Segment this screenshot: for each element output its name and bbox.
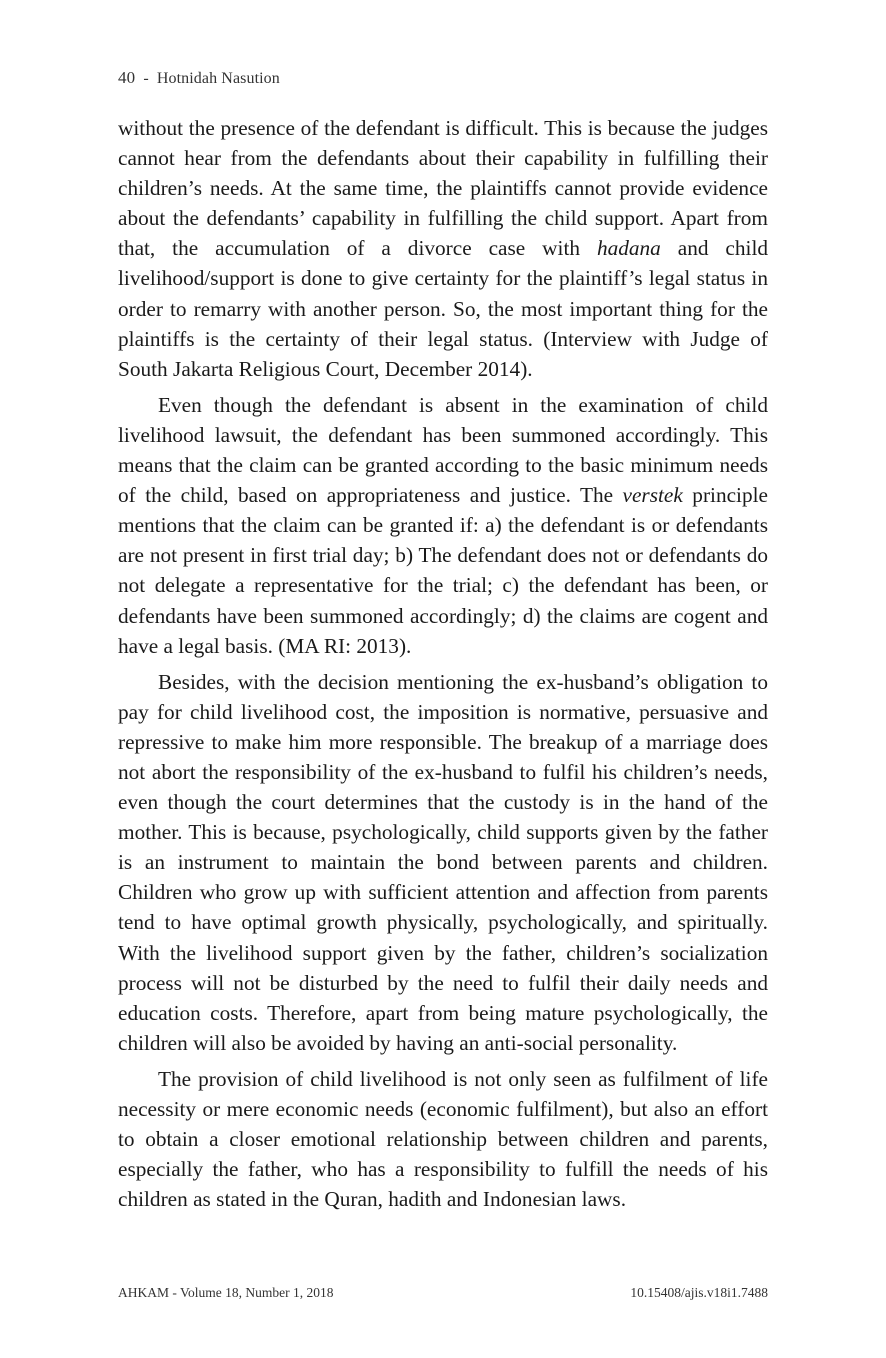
journal-citation: AHKAM - Volume 18, Number 1, 2018 bbox=[118, 1285, 334, 1300]
paragraph-segment: and child livelihood/support is done to give certainty for the plaintiff’s legal status in order to remarry with another person. So, the most important thing for the plaintiffs is the certainty of their legal status. (Interview with Judge of South Jakarta Religious Court, December 2014). bbox=[118, 236, 769, 381]
page-footer bbox=[118, 1285, 768, 1301]
doi: 10.15408/ajis.v18i1.7488 bbox=[630, 1285, 768, 1300]
paragraph-4 bbox=[118, 1064, 768, 1214]
body-text bbox=[118, 113, 768, 1214]
paragraph-segment: Besides, with the decision mentioning the ex-husband’s obligation to pay for child livelihood cost, the imposition is normative, persuasive and repressive to make him more responsible. The breakup of a marriage does not abort the responsibility of the ex-husband to fulfil his children’s needs, even though the court determines that the custody is in the hand of the mother. This is because, psychologically, child supports given by the father is an instrument to maintain the bond between parents and children. Children who grow up with sufficient attention and affection from parents tend to have optimal growth physically, psychologically, and spiritually. With the livelihood support given by the father, children’s socialization process will not be disturbed by the need to fulfil their daily needs and education costs. Therefore, apart from being mature psychologically, the children will also be avoided by having an anti-social personality. bbox=[118, 669, 768, 1055]
header-separator: - bbox=[143, 70, 149, 87]
paragraph-1 bbox=[118, 113, 768, 384]
paragraph-segment: The provision of child livelihood is not only seen as fulfilment of life necessity or mere economic needs (economic fulfilment), but also an effort to obtain a closer emotional relationship between children and parents, especially the father, who has a responsibility to fulfill the needs of his children as stated in the Quran, hadith and Indonesian laws. bbox=[118, 1066, 768, 1212]
running-head bbox=[118, 68, 280, 88]
italic-term-verstek: verstek bbox=[622, 483, 683, 508]
paragraph-2 bbox=[118, 390, 768, 661]
page-number: 40 bbox=[118, 68, 136, 87]
paragraph-3 bbox=[118, 667, 768, 1058]
paragraph-segment: without the presence of the defendant is difficult. This is because the judges cannot hear from the defendants about their capability in fulfilling their children’s needs. At the same time, the plaintiffs cannot provide evidence about the defendants’ capability in fulfilling the child support. Apart from that, the accumulation of a divorce case with bbox=[118, 116, 768, 261]
paragraph-segment: Even though the defendant is absent in the examination of child livelihood lawsuit, the defendant has been summoned accordingly. This means that the claim can be granted according to the basic minimum needs of the child, based on appropriateness and justice. The bbox=[118, 392, 768, 508]
author-name: Hotnidah Nasution bbox=[156, 70, 280, 87]
italic-term-hadana: hadana bbox=[596, 236, 661, 261]
paragraph-segment: principle mentions that the claim can be granted if: a) the defendant is or defendants are not present in first trial day; b) The defendant does not or defendants do not delegate a representative for the trial; c) the defendant has been, or defendants have been summoned accordingly; d) the claims are cogent and have a legal basis. (MA RI: 2013). bbox=[118, 483, 768, 658]
